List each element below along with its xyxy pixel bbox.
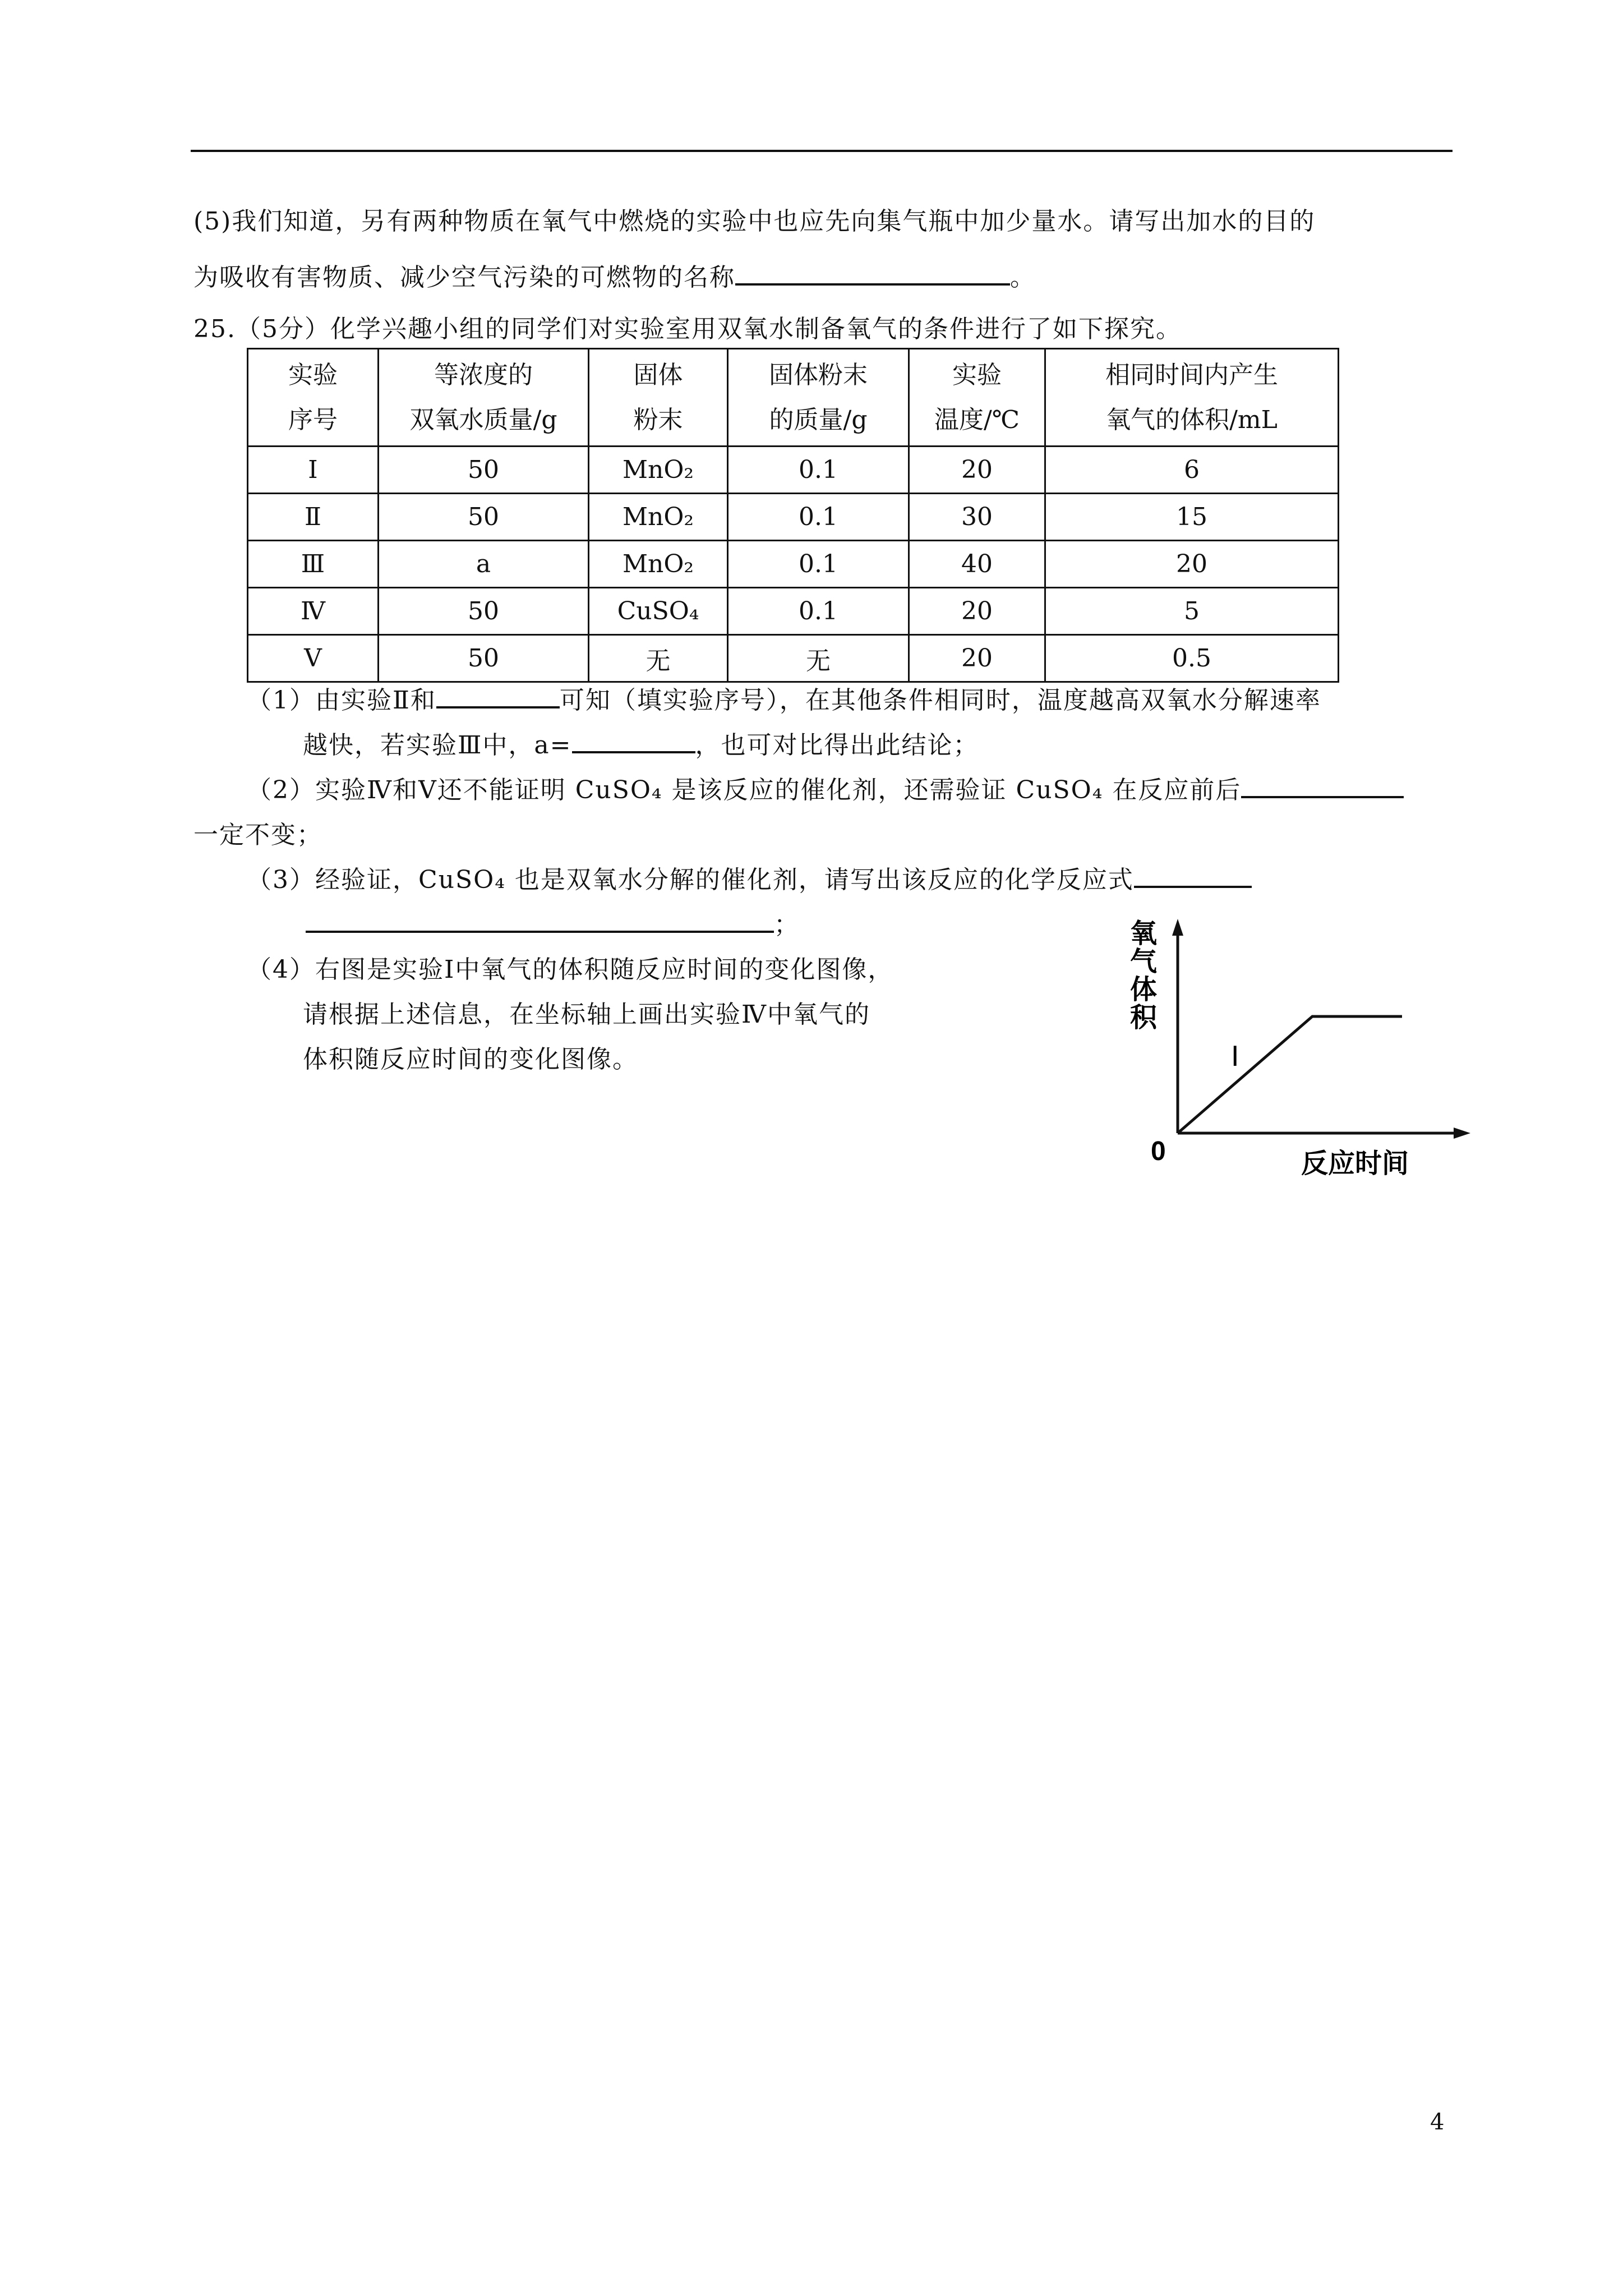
- table-header-cell: 实验 温度/℃: [909, 349, 1045, 447]
- q25-part1-text-a: （1）由实验Ⅱ和: [247, 686, 436, 715]
- table-cell: 50: [379, 588, 589, 635]
- graph-xlabel: 反应时间: [1301, 1149, 1409, 1179]
- table-cell: 0.1: [728, 447, 909, 494]
- table-cell: Ⅴ: [248, 635, 379, 682]
- q25-part2-line2: 一定不变；: [193, 821, 322, 849]
- table-cell: 50: [379, 494, 589, 541]
- table-cell: 0.1: [728, 588, 909, 635]
- table-cell: 5: [1045, 588, 1339, 635]
- q25-part3-blank2[interactable]: [306, 906, 774, 933]
- graph-ylabel-char: 气: [1130, 947, 1158, 977]
- table-row: [248, 635, 1339, 682]
- table-header-cell: 固体粉末 的质量/g: [728, 349, 909, 447]
- table-row: [248, 494, 1339, 541]
- q25-part1-text-d: ，也可对比得出此结论；: [695, 731, 979, 760]
- q25-part2-blank[interactable]: [1241, 771, 1404, 798]
- q25-part4-line1: （4）右图是实验Ⅰ中氧气的体积随反应时间的变化图像，: [247, 955, 894, 984]
- table-cell: 50: [379, 447, 589, 494]
- table-header-cell: 等浓度的 双氧水质量/g: [379, 349, 589, 447]
- q25-part3-blank1[interactable]: [1134, 861, 1252, 888]
- table-cell: 20: [909, 588, 1045, 635]
- table-cell: Ⅲ: [248, 541, 379, 588]
- table-header-cell: 固体 粉末: [589, 349, 728, 447]
- q5-prompt: 为吸收有害物质、减少空气污染的可燃物的名称: [193, 263, 735, 292]
- table-cell: 无: [728, 635, 909, 682]
- table-header-cell: 实验 序号: [248, 349, 379, 447]
- graph-ylabel-char: 氧: [1130, 919, 1158, 949]
- table-cell: 20: [909, 635, 1045, 682]
- q25-part2-line1: [247, 770, 1404, 806]
- q25-part3-text-a: （3）经验证，CuSO₄ 也是双氧水分解的催化剂，请写出该反应的化学反应式: [247, 866, 1134, 894]
- q5-answer-blank[interactable]: [735, 259, 1010, 286]
- table-row: [248, 588, 1339, 635]
- table-row: [248, 447, 1339, 494]
- q25-part4-line2: 请根据上述信息，在坐标轴上画出实验Ⅳ中氧气的: [303, 1000, 870, 1029]
- table-cell: 6: [1045, 447, 1339, 494]
- graph-ylabel-char: 体: [1130, 975, 1158, 1005]
- table-cell: 20: [909, 447, 1045, 494]
- q5-line2: [193, 257, 1036, 293]
- table-header-row: [248, 349, 1339, 447]
- q25-part1-text-c: 越快，若实验Ⅲ中，a=: [303, 731, 572, 760]
- graph-origin-label: 0: [1151, 1137, 1166, 1166]
- q25-part1-line2: [303, 725, 979, 761]
- table-cell: a: [379, 541, 589, 588]
- page-number: 4: [1430, 2109, 1445, 2135]
- experiment-table: [247, 348, 1339, 683]
- table-cell: MnO₂: [589, 494, 728, 541]
- table-cell: 15: [1045, 494, 1339, 541]
- q25-part3-line2: [306, 904, 800, 940]
- table-cell: 无: [589, 635, 728, 682]
- table-cell: 0.5: [1045, 635, 1339, 682]
- x-axis-arrow-icon: [1454, 1128, 1470, 1139]
- q25-part2-text-a: （2）实验Ⅳ和Ⅴ还不能证明 CuSO₄ 是该反应的催化剂，还需验证 CuSO₄ 在反应前后: [247, 776, 1242, 804]
- q25-part1-blank1[interactable]: [436, 682, 560, 708]
- y-axis-arrow-icon: [1172, 919, 1183, 936]
- q25-part1-blank2[interactable]: [572, 726, 695, 753]
- table-cell: 0.1: [728, 494, 909, 541]
- table-cell: CuSO₄: [589, 588, 728, 635]
- table-cell: 40: [909, 541, 1045, 588]
- table-row: [248, 541, 1339, 588]
- q5-line1: (5)我们知道，另有两种物质在氧气中燃烧的实验中也应先向集气瓶中加少量水。请写出加水的目的: [193, 207, 1316, 236]
- q25-part3-end: ；: [774, 910, 800, 939]
- q25-part1-line1: [247, 680, 1321, 716]
- header-rule: [191, 150, 1453, 152]
- table-cell: 50: [379, 635, 589, 682]
- oxygen-volume-graph: [1110, 909, 1481, 1189]
- table-cell: 30: [909, 494, 1045, 541]
- table-cell: 20: [1045, 541, 1339, 588]
- table-cell: 0.1: [728, 541, 909, 588]
- q25-part4-line3: 体积随反应时间的变化图像。: [303, 1045, 638, 1074]
- curve-label: I: [1231, 1040, 1239, 1073]
- table-cell: Ⅰ: [248, 447, 379, 494]
- curve-experiment-1: [1178, 1016, 1402, 1133]
- graph-ylabel-char: 积: [1130, 1003, 1158, 1033]
- table-cell: MnO₂: [589, 447, 728, 494]
- table-cell: MnO₂: [589, 541, 728, 588]
- table-cell: Ⅳ: [248, 588, 379, 635]
- q25-title: 25.（5分）化学兴趣小组的同学们对实验室用双氧水制备氧气的条件进行了如下探究。: [193, 315, 1182, 343]
- table-header-cell: 相同时间内产生 氧气的体积/mL: [1045, 349, 1339, 447]
- table-cell: Ⅱ: [248, 494, 379, 541]
- q5-end: 。: [1010, 263, 1036, 292]
- q25-part1-text-b: 可知（填实验序号），在其他条件相同时，温度越高双氧水分解速率: [559, 686, 1321, 715]
- q25-part3-line1: [247, 859, 1252, 895]
